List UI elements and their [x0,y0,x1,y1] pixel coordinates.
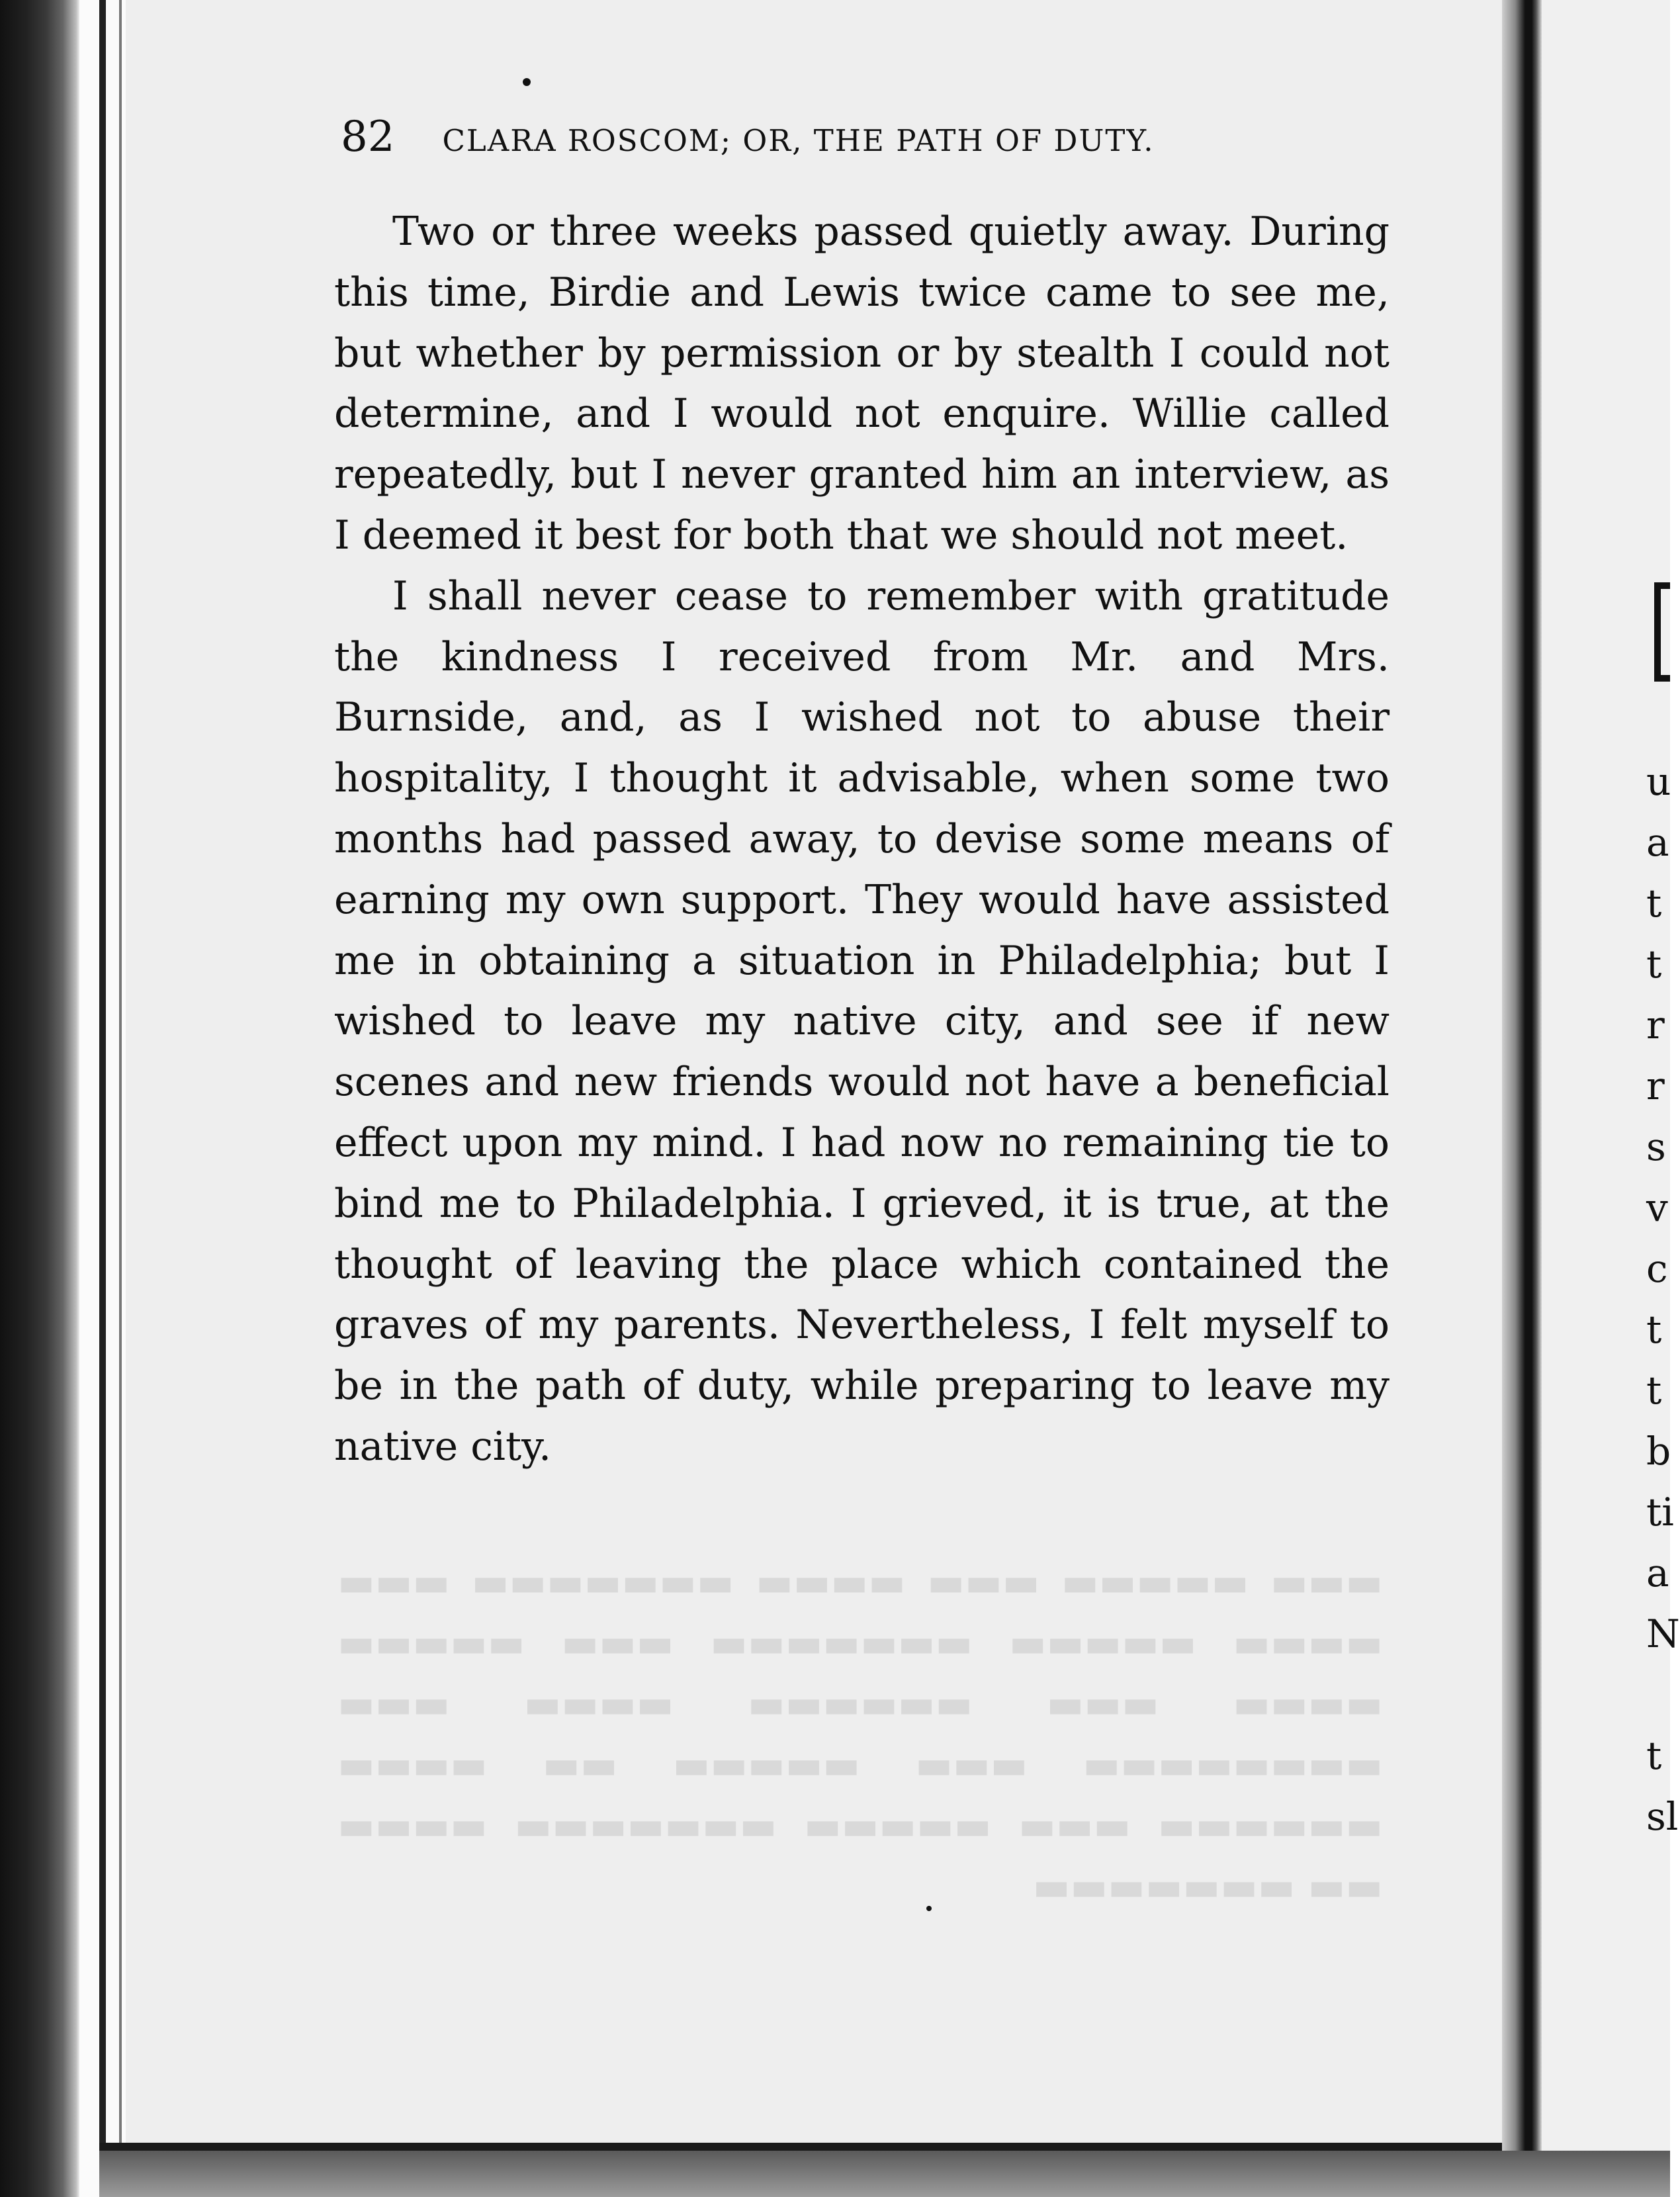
page-edge-line [99,0,106,2164]
page-edge-line-inner [119,0,122,2151]
page-number: 82 [341,112,395,161]
page-bottom-edge [99,2143,1522,2151]
bleed-through-shadow: ▬▬▬ ▬▬▬▬▬ ▬▬▬ ▬▬▬▬ ▬▬▬▬▬▬▬ ▬▬▬ ▬▬▬▬ ▬▬▬▬▬ ▬▬▬▬▬▬▬ ▬▬▬ ▬▬▬▬▬ ▬▬▬▬ ▬▬▬ ▬▬▬▬▬▬ ▬▬▬▬ ▬▬▬ ▬▬▬▬▬▬▬▬ ▬▬▬ ▬▬▬▬▬ ▬▬ ▬▬▬▬ ▬▬▬▬▬▬ ▬▬▬ ▬▬▬▬▬ ▬▬▬▬▬▬▬ ▬▬▬▬ ▬▬ ▬▬▬▬▬▬▬ [337,1559,1383,1910]
page-body [334,202,1390,1478]
facing-page-bracket [1654,582,1670,682]
ink-speck [926,1906,932,1911]
page-header [341,112,1267,161]
book-binding-edge [0,0,79,2197]
paragraph: I shall never cease to remember with gratitude the kindness I received from Mr. and Mrs. Burnside, and, as I wished not to abuse their hospitality, I thought it advisable, when some two months had passed away, to devise some means of earning my own support. They would have assisted me in obtaining a situation in Philadelphia; but I wished to leave my native city, and see if new scenes and new friends would not have a beneficial effect upon my mind. I had now no remaining tie to bind me to Philadelphia. I grieved, it is true, at the thought of leaving the place which contained the graves of my parents. Nevertheless, I felt myself to be in the path of duty, while preparing to leave my native city. [334,572,1390,1470]
paragraph: Two or three weeks passed quietly away. During this time, Birdie and Lewis twice came to see me, but whether by permission or by stealth I could not determine, and I would not enquire. Willie called repeatedly, but I never granted him an interview, as I deemed it best for both that we should not meet. [334,208,1390,559]
scan-bottom-shadow [99,2151,1670,2197]
facing-page-text-fragment: u a t t r r s v c t t b ti a N t sl [1646,759,1680,1839]
book-gutter [1502,0,1542,2151]
ink-speck [523,78,531,86]
running-title: CLARA ROSCOM; OR, THE PATH OF DUTY. [442,123,1155,158]
